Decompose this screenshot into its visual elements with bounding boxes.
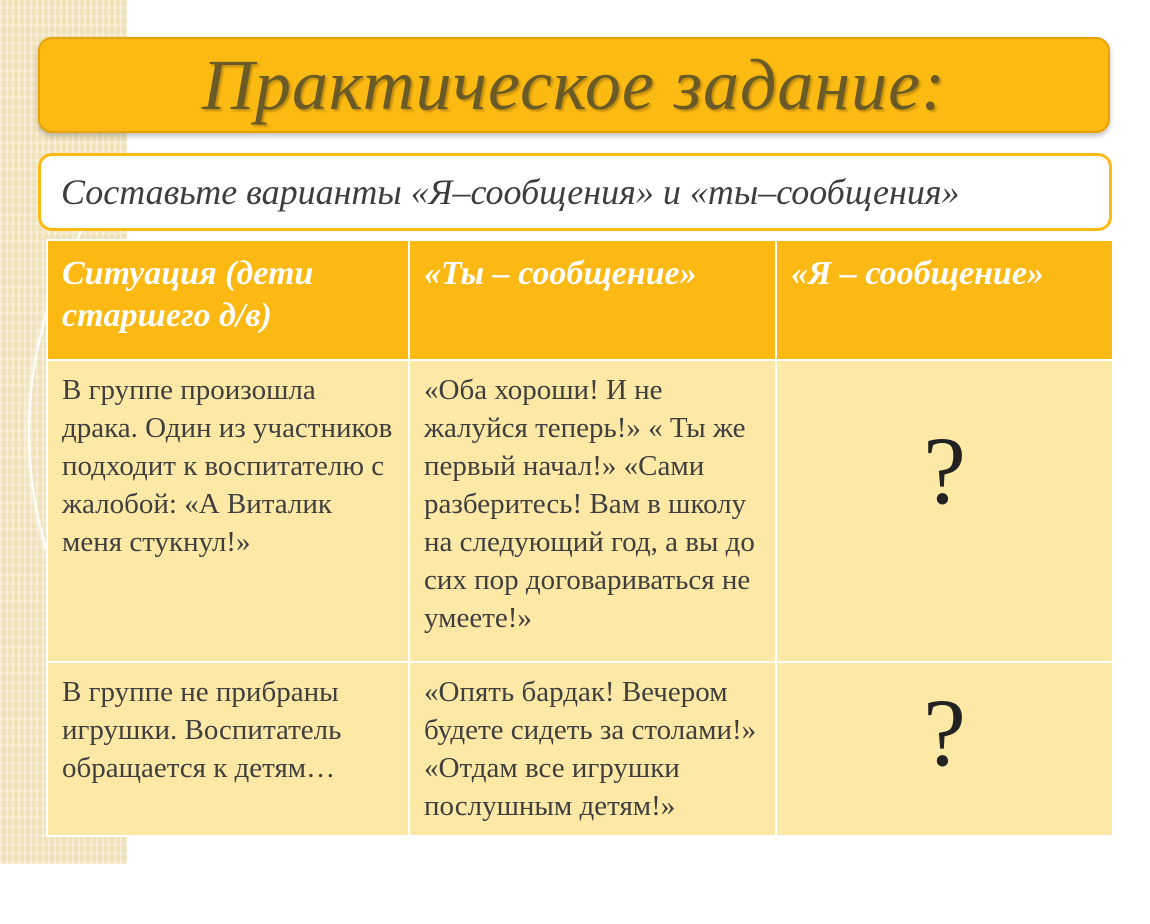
page-title: Практическое задание: <box>201 44 947 125</box>
situation-cell: В группе произошла драка. Один из участников подходит к воспитателю с жалобой: «А Виталик меня стукнул!» <box>47 360 409 662</box>
header-you-message: «Ты – сообщение» <box>409 240 776 360</box>
you-message-cell: «Оба хороши! И не жалуйся теперь!» « Ты же первый начал!» «Сами разберитесь! Вам в школу на следующий год, а вы до сих пор договариваться не умеете!» <box>409 360 776 662</box>
messages-table <box>46 239 1114 837</box>
header-i-message: «Я – сообщение» <box>776 240 1113 360</box>
i-message-cell: ? <box>776 360 1113 662</box>
table-header-row <box>47 240 1113 360</box>
you-message-cell: «Опять бардак! Вечером будете сидеть за столами!» «Отдам все игрушки послушным детям!» <box>409 662 776 836</box>
table-row <box>47 360 1113 662</box>
table-row <box>47 662 1113 836</box>
subtitle-banner <box>38 153 1112 231</box>
title-banner <box>38 37 1110 133</box>
i-message-cell: ? <box>776 662 1113 836</box>
header-situation: Ситуация (дети старшего д/в) <box>47 240 409 360</box>
situation-cell: В группе не прибраны игрушки. Воспитатель обращается к детям… <box>47 662 409 836</box>
page-subtitle: Составьте варианты «Я–сообщения» и «ты–сообщения» <box>61 172 960 212</box>
